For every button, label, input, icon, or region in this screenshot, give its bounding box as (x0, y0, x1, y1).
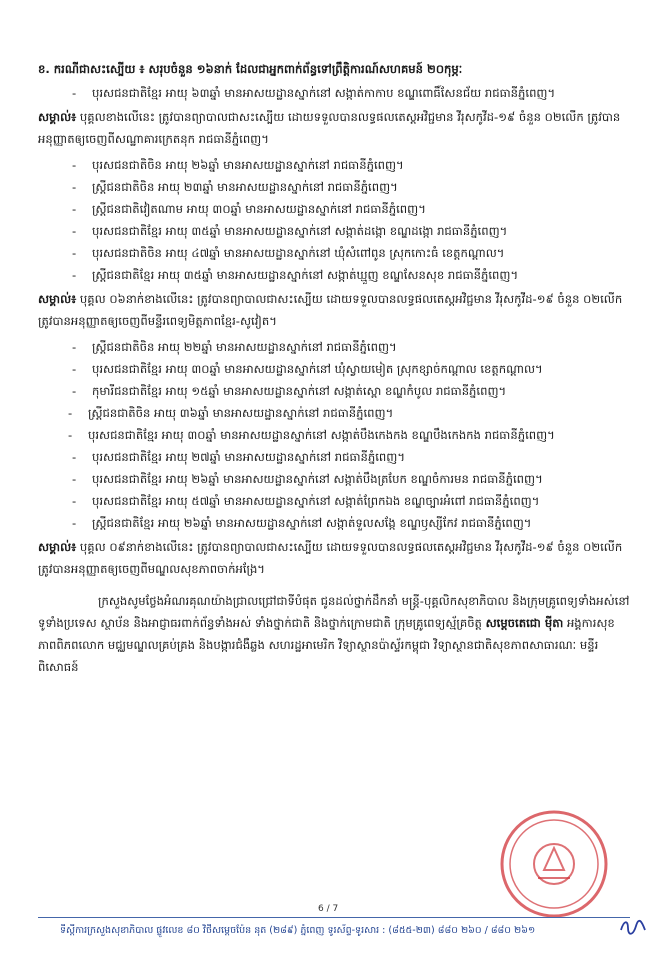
list-item-text: ស្ត្រីជនជាតិចិន អាយុ ២៣ឆ្នាំ មានអាសយដ្ឋានស្នាក់នៅ រាជធានីភ្នំពេញ។ (92, 180, 398, 194)
list-item (72, 176, 630, 198)
section-heading: ខ. ករណីជាសះស្បើយ ៖ សរុបចំនួន ១៦នាក់ ដែលជាអ្នកពាក់ព័ន្ធទៅព្រឹត្តិការណ៍សហគមន៍ ២០កុម្ភៈ (38, 62, 463, 76)
bullet-dash: - (72, 268, 77, 282)
list-item (72, 380, 630, 402)
list-item (72, 336, 630, 358)
list-item-text: បុរសជនជាតិខ្មែរ អាយុ ៣០ឆ្នាំ មានអាសយដ្ឋានស្នាក់នៅ ឃុំស្វាយមៀត ស្រុកខ្សាច់កណ្តាល ខេត្តកណ្តាល។ (92, 362, 543, 376)
closing-paragraph (38, 590, 630, 678)
list-item-text: បុរសជនជាតិខ្មែរ អាយុ ៥៧ឆ្នាំ មានអាសយដ្ឋានស្នាក់នៅ សង្កាត់ព្រែកឯង ខណ្ឌច្បារអំពៅ រាជធានីភ្នំពេញ។ (92, 494, 540, 508)
note-label: សម្គាល់៖ (38, 540, 77, 554)
list-item (72, 198, 630, 220)
closing-text-end: អង្គការសុខភាពពិភពលោក មជ្ឈមណ្ឌលគ្រប់គ្រង និងបង្ការជំងឺឆ្លង សហរដ្ឋអាមេរិក វិទ្យាស្ថានប៉ាស្ទ័រកម្ពុជា វិទ្យាស្ថានជាតិសុខភាពសាធារណៈ មន្ទីរពិសោធន៍ (38, 616, 615, 674)
list-item (72, 490, 630, 512)
bullet-dash: - (72, 516, 77, 530)
list-item (72, 446, 630, 468)
list-item-text: បុរសជនជាតិខ្មែរ អាយុ ២៦ឆ្នាំ មានអាសយដ្ឋានស្នាក់នៅ សង្កាត់បឹងត្របែក ខណ្ឌចំការមន រាជធានីភ្នំពេញ។ (92, 472, 543, 486)
official-seal-stamp (498, 808, 610, 920)
list-item-text: បុរសជនជាតិចិន អាយុ ២៦ឆ្នាំ មានអាសយដ្ឋានស្នាក់នៅ រាជធានីភ្នំពេញ។ (92, 158, 404, 172)
bullet-dash: - (72, 86, 77, 100)
list-item (72, 154, 630, 176)
list-item (72, 264, 630, 286)
list-item (68, 424, 630, 446)
note-paragraph (38, 106, 630, 150)
bullet-dash: - (68, 428, 73, 442)
bullet-dash: - (72, 362, 77, 376)
bullet-dash: - (72, 180, 77, 194)
note-text: បុគ្គល ០៩នាក់ខាងលើនេះ ត្រូវបានព្យាបាលជាសះស្បើយ ដោយទទួលបានលទ្ធផលតេស្តអវិជ្ជមាន វីរុសកូវីដ-១៩ ចំនួន ០២លើក ត្រូវបានអនុញ្ញាតឲ្យចេញពីមណ្ឌលសុខភាពចាក់អង្រែ។ (38, 540, 623, 576)
list-item (72, 468, 630, 490)
list-item-text: បុរសជនជាតិខ្មែរ អាយុ ២៧ឆ្នាំ មានអាសយដ្ឋានស្នាក់នៅ រាជធានីភ្នំពេញ។ (92, 450, 405, 464)
closing-text: ក្រសួងសូមថ្លែងអំណរគុណយ៉ាងជ្រាលជ្រៅជាទីបំផុត ជូនដល់ថ្នាក់ដឹកនាំ មន្ត្រី-បុគ្គលិកសុខាភិបាល និងក្រុមគ្រូពេទ្យទាំងអស់នៅទូទាំងប្រទេស ស្ថាប័ន និងអាជ្ញាធរពាក់ព័ន្ធទាំងអស់ ទាំងថ្នាក់ជាតិ និងថ្នាក់ក្រោមជាតិ ក្រុមគ្រូពេទ្យស្ម័គ្រចិត្ត (38, 594, 630, 630)
list-item (72, 220, 630, 242)
bullet-dash: - (72, 246, 77, 260)
bullet-dash: - (68, 406, 73, 420)
bullet-dash: - (72, 224, 77, 238)
note-paragraph (38, 288, 630, 332)
bullet-dash: - (72, 494, 77, 508)
list-item (68, 402, 630, 424)
list-item-text: ស្ត្រីជនជាតិខ្មែរ អាយុ ៣៥ឆ្នាំ មានអាសយដ្ឋានស្នាក់នៅ សង្កាត់ឃ្មួញ ខណ្ឌសែនសុខ រាជធានីភ្នំពេញ។ (92, 268, 519, 282)
page-number: 6 / 7 (318, 904, 339, 914)
bullet-dash: - (72, 202, 77, 216)
list-item-text: បុរសជនជាតិខ្មែរ អាយុ ៦៣ឆ្នាំ មានអាសយដ្ឋានស្នាក់នៅ សង្កាត់កាកាប ខណ្ឌពោធិ៍សែនជ័យ រាជធានីភ្នំពេញ។ (92, 86, 556, 100)
closing-emphasis: សម្តេចតេជោ ម៉ីតា (485, 616, 564, 630)
document-body (38, 58, 630, 678)
list-item-text: ស្ត្រីជនជាតិចិន អាយុ ៣៦ឆ្នាំ មានអាសយដ្ឋានស្នាក់នៅ រាជធានីភ្នំពេញ។ (88, 406, 394, 420)
note-label: សម្គាល់៖ (38, 292, 77, 306)
list-item (72, 512, 630, 534)
footer-address: ទីស្តីការក្រសួងសុខាភិបាល ផ្លូវលេខ ៨០ វិថីសម្តេចប៉ែន នុត (២៨៩) ភ្នំពេញ ទូរស័ព្ទ-ទូរសារ : (៨៥៥-២៣) ៨៨០ ២៦០ / ៨៨០ ២៦១ (60, 925, 536, 936)
bullet-dash: - (72, 340, 77, 354)
list-item-text: បុរសជនជាតិចិន អាយុ ៤៧ឆ្នាំ មានអាសយដ្ឋានស្នាក់នៅ ឃុំសំពៅពូន ស្រុកកោះធំ ខេត្តកណ្តាល។ (92, 246, 505, 260)
footer-divider (38, 917, 630, 918)
list-item-text: ស្ត្រីជនជាតិវៀតណាម អាយុ ៣០ឆ្នាំ មានអាសយដ្ឋានស្នាក់នៅ រាជធានីភ្នំពេញ។ (92, 202, 426, 216)
signature-mark (618, 918, 648, 938)
list-item-text: ស្ត្រីជនជាតិចិន អាយុ ២២ឆ្នាំ មានអាសយដ្ឋានស្នាក់នៅ រាជធានីភ្នំពេញ។ (92, 340, 397, 354)
bullet-dash: - (72, 158, 77, 172)
list-item-text: ស្ត្រីជនជាតិខ្មែរ អាយុ ២៦ឆ្នាំ មានអាសយដ្ឋានស្នាក់នៅ សង្កាត់ទួលសង្កែ ខណ្ឌឫស្សីកែវ រាជធានីភ្នំពេញ។ (92, 516, 532, 530)
note-text: បុគ្គលខាងលើនេះ ត្រូវបានព្យាបាលជាសះស្បើយ ដោយទទួលបានលទ្ធផលតេស្តអវិជ្ជមាន វីរុសកូវីដ-១៩ ចំនួន ០២លើក ត្រូវបានអនុញ្ញាតឲ្យចេញពីសណ្ឋាគារក្រេតនុក រាជធានីភ្នំពេញ។ (38, 110, 621, 146)
list-item-text: បុរសជនជាតិខ្មែរ អាយុ ៣០ឆ្នាំ មានអាសយដ្ឋានស្នាក់នៅ សង្កាត់បឹងកេងកង ខណ្ឌបឹងកេងកង រាជធានីភ្នំពេញ។ (88, 428, 555, 442)
note-text: បុគ្គល ០៦នាក់ខាងលើនេះ ត្រូវបានព្យាបាលជាសះស្បើយ ដោយទទួលបានលទ្ធផលតេស្តអវិជ្ជមាន វីរុសកូវីដ-១៩ ចំនួន ០២លើក ត្រូវបានអនុញ្ញាតឲ្យចេញពីមន្ទីរពេទ្យមិត្តភាពខ្មែរ-សូវៀត។ (38, 292, 623, 328)
list-item-text: កុមារីជនជាតិខ្មែរ អាយុ ១៥ឆ្នាំ មានអាសយដ្ឋានស្នាក់នៅ សង្កាត់ស្ពោ ខណ្ឌកំបូល រាជធានីភ្នំពេញ។ (92, 384, 507, 398)
bullet-dash: - (72, 450, 77, 464)
list-item-text: បុរសជនជាតិខ្មែរ អាយុ ៣៥ឆ្នាំ មានអាសយដ្ឋានស្នាក់នៅ សង្កាត់ដង្កោ ខណ្ឌដង្កោ រាជធានីភ្នំពេញ។ (92, 224, 508, 238)
list-item (72, 242, 630, 264)
list-item (72, 358, 630, 380)
note-paragraph (38, 536, 630, 580)
list-item (72, 82, 630, 104)
note-label: សម្គាល់៖ (38, 110, 77, 124)
bullet-dash: - (72, 384, 77, 398)
bullet-dash: - (72, 472, 77, 486)
